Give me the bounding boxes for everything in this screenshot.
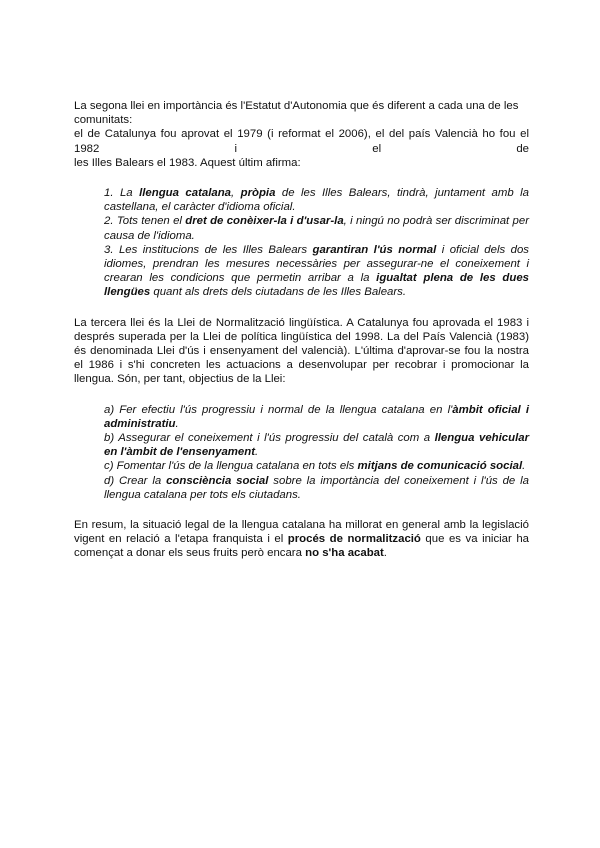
objective-item: d) Crear la consciència social sobre la importància del coneixement i l'ús de la llengua catalana per tots els ciutadans. — [104, 474, 529, 501]
intro-line: les Illes Balears el 1983. Aquest últim afirma: — [74, 156, 301, 169]
objective-item: b) Assegurar el coneixement i l'ús progressiu del català com a llengua vehicular en l'àmbit de l'ensenyament. — [104, 432, 529, 459]
statute-item: 1. La llengua catalana, pròpia de les Illes Balears, tindrà, juntament amb la castellana, el caràcter d'idioma oficial. — [104, 187, 530, 214]
statute-article-list — [104, 186, 529, 300]
document-page — [74, 99, 529, 561]
conclusion-paragraph: En resum, la situació legal de la llengua catalana ha millorat en general amb la legislació vigent en relació a l'etapa franquista i el procés de normalització que es va iniciar ha començat a donar els seus fruits però encara no s'ha acabat. — [74, 519, 530, 560]
statute-item: 2. Tots tenen el dret de conèixer-la i d'usar-la, i ningú no podrà ser discriminat per causa de l'idioma. — [104, 215, 529, 242]
statute-item: 3. Les institucions de les Illes Balears garantiran l'ús normal i oficial dels dos idiomes, prendran les mesures necessàries per assegurar-ne el coneixement i crearan les condicions que permetin arribar a la igualtat plena de les dues llengües quant als drets dels ciutadans de les Illes Balears. — [104, 243, 529, 299]
normalization-law-paragraph: La tercera llei és la Llei de Normalització lingüística. A Catalunya fou aprovada el 1983 i després superada per la Llei de política lingüística del 1998. La del País Valencià (1983) és denominada Llei d'ús i ensenyament del valencià). L'última d'aprovar-se fou la nostra el 1986 i s'hi concreten les actuacions a desenvolupar per recobrar i promocionar la llengua. Són, per tant, objectius de la Llei: — [74, 316, 529, 386]
objective-item: a) Fer efectiu l'ús progressiu i normal de la llengua catalana en l'àmbit oficial i administratiu. — [104, 403, 529, 430]
law-objectives-list — [104, 403, 529, 502]
intro-line: el de Catalunya fou aprovat el 1979 (i reformat el 2006), el del país Valencià ho fou el 1982 i el de — [74, 128, 529, 155]
intro-paragraph — [74, 99, 529, 170]
objective-item: c) Fomentar l'ús de la llengua catalana en tots els mitjans de comunicació social. — [104, 460, 526, 473]
intro-line: La segona llei en importància és l'Estatut d'Autonomia que és diferent a cada una de les comunitats: — [74, 100, 519, 127]
